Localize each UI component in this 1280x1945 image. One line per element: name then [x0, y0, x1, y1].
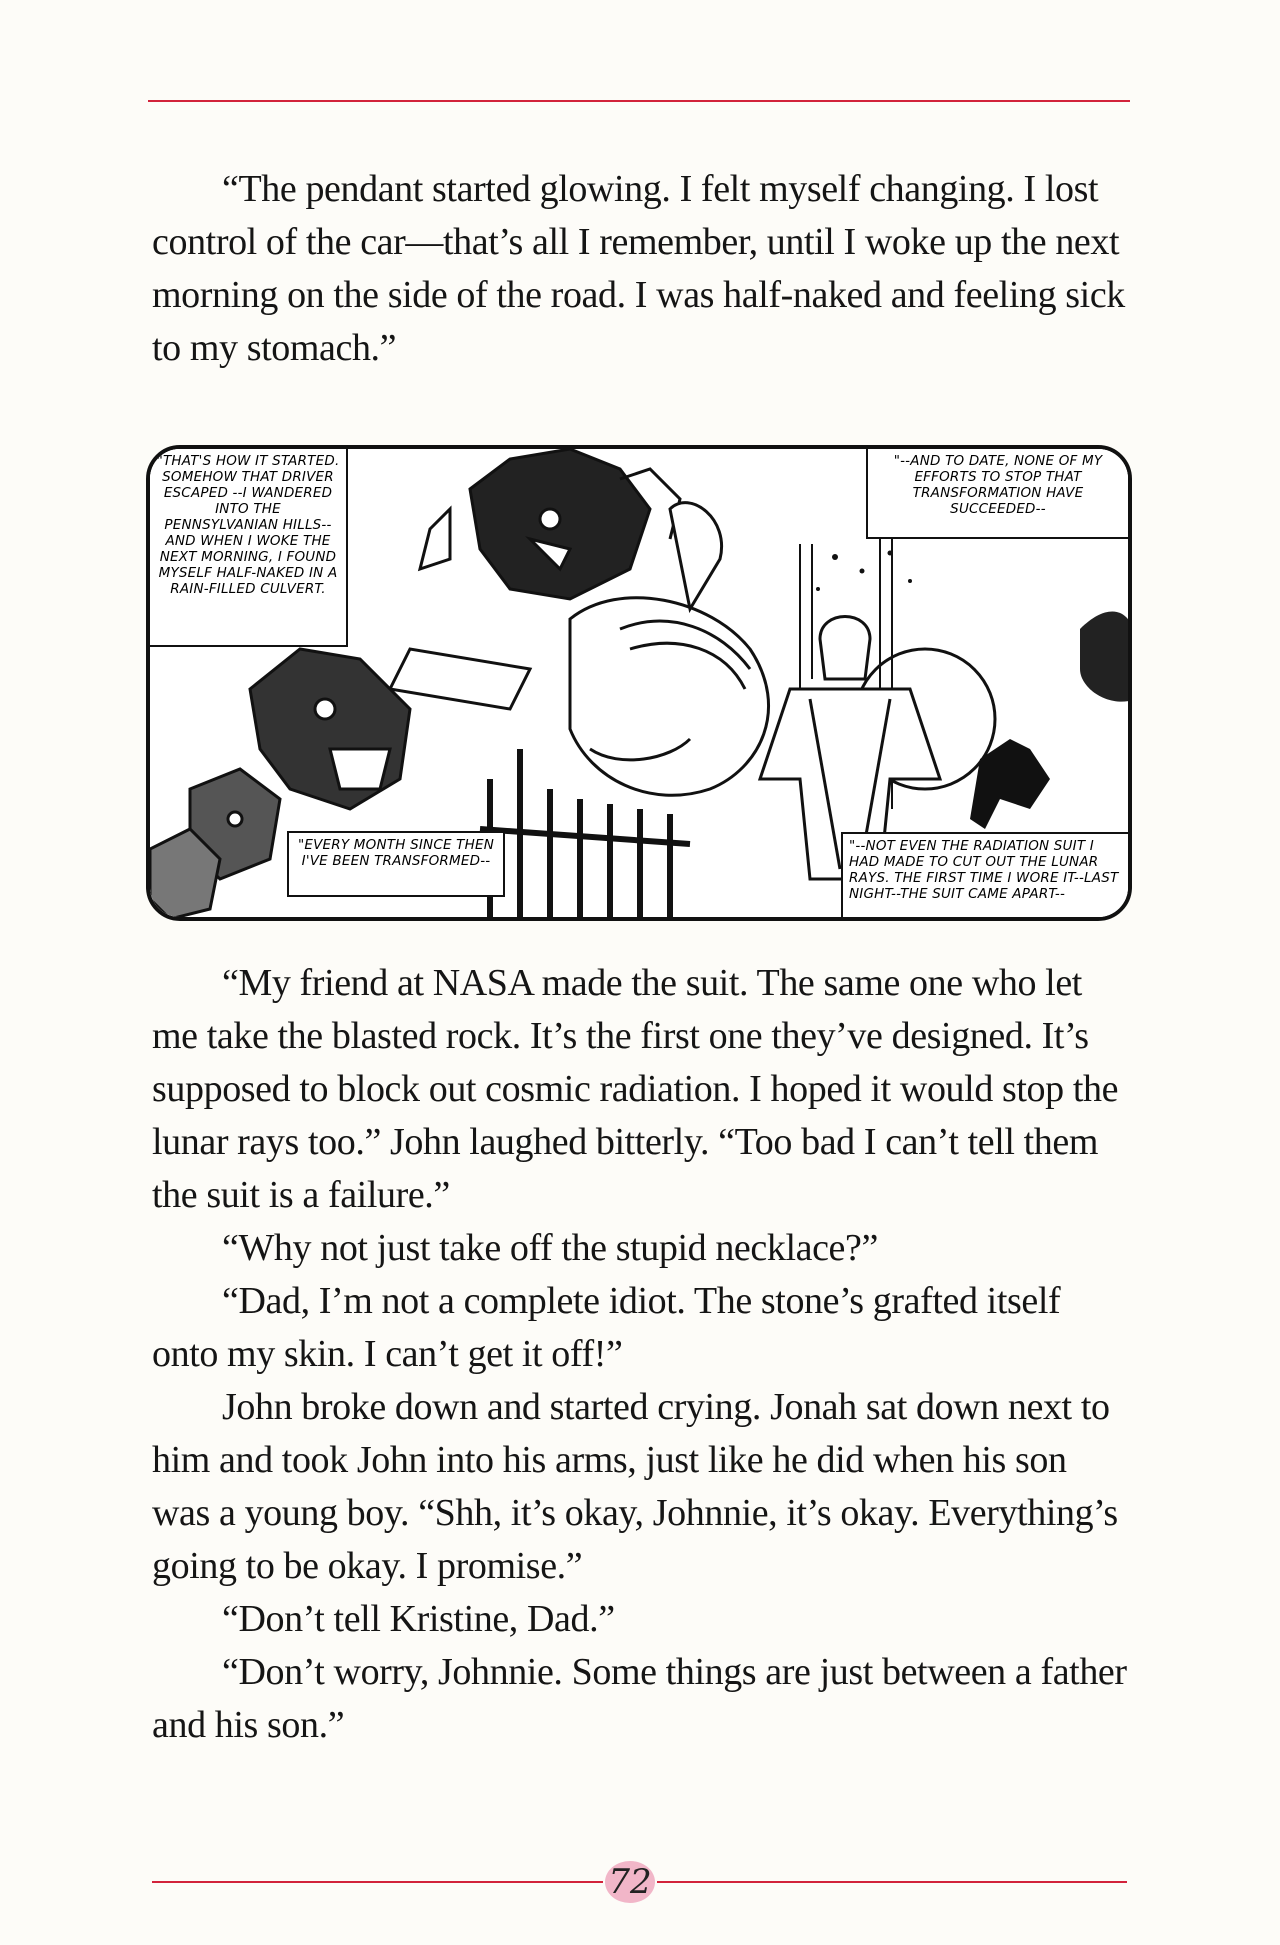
caption-top-right: "--AND TO DATE, NONE OF MY EFFORTS TO STOP THAT TRANSFORMATION HAVE SUCCEEDED-- — [866, 449, 1128, 539]
page-number: 72 — [605, 1861, 655, 1903]
paragraph-5: John broke down and started crying. Jonah sat down next to him and took John into his arms, just like he did when his son was a young boy. “Shh, it’s okay, Johnnie, it’s okay. Everything’s going to be okay. I promise.” — [152, 1386, 1118, 1587]
paragraph-7: “Don’t worry, Johnnie. Some things are just between a father and his son.” — [152, 1651, 1127, 1746]
caption-bottom-right: "--NOT EVEN THE RADIATION SUIT I HAD MADE TO CUT OUT THE LUNAR RAYS. THE FIRST TIME I WORE IT--LAST NIGHT--THE SUIT CAME APART-- — [841, 832, 1128, 921]
top-rule — [148, 100, 1130, 102]
bottom-rule-right — [657, 1881, 1127, 1883]
bottom-rule-left — [152, 1881, 603, 1883]
paragraph-4: “Dad, I’m not a complete idiot. The stone’s grafted itself onto my skin. I can’t get it off!” — [152, 1280, 1061, 1375]
caption-bottom-middle: "EVERY MONTH SINCE THEN I'VE BEEN TRANSFORMED-- — [287, 831, 505, 897]
caption-top-left: "THAT'S HOW IT STARTED. SOMEHOW THAT DRIVER ESCAPED --I WANDERED INTO THE PENNSYLVANIAN HILLS--AND WHEN I WOKE THE NEXT MORNING, I FOUND MYSELF HALF-NAKED IN A RAIN-FILLED CULVERT. — [150, 449, 348, 647]
paragraph-2: “My friend at NASA made the suit. The same one who let me take the blasted rock. It’s the first one they’ve designed. It’s supposed to block out cosmic radiation. I hoped it would stop the lunar rays too.” John laughed bitterly. “Too bad I can’t tell them the suit is a failure.” — [152, 962, 1119, 1216]
paragraph-1: “The pendant started glowing. I felt myself changing. I lost control of the car—that’s all I remember, until I woke up the next morning on the side of the road. I was half-naked and feeling sick to my stomach.” — [152, 168, 1125, 369]
comic-panel — [146, 445, 1132, 921]
paragraph-3: “Why not just take off the stupid necklace?” — [222, 1227, 878, 1269]
paragraph-6: “Don’t tell Kristine, Dad.” — [222, 1598, 615, 1640]
